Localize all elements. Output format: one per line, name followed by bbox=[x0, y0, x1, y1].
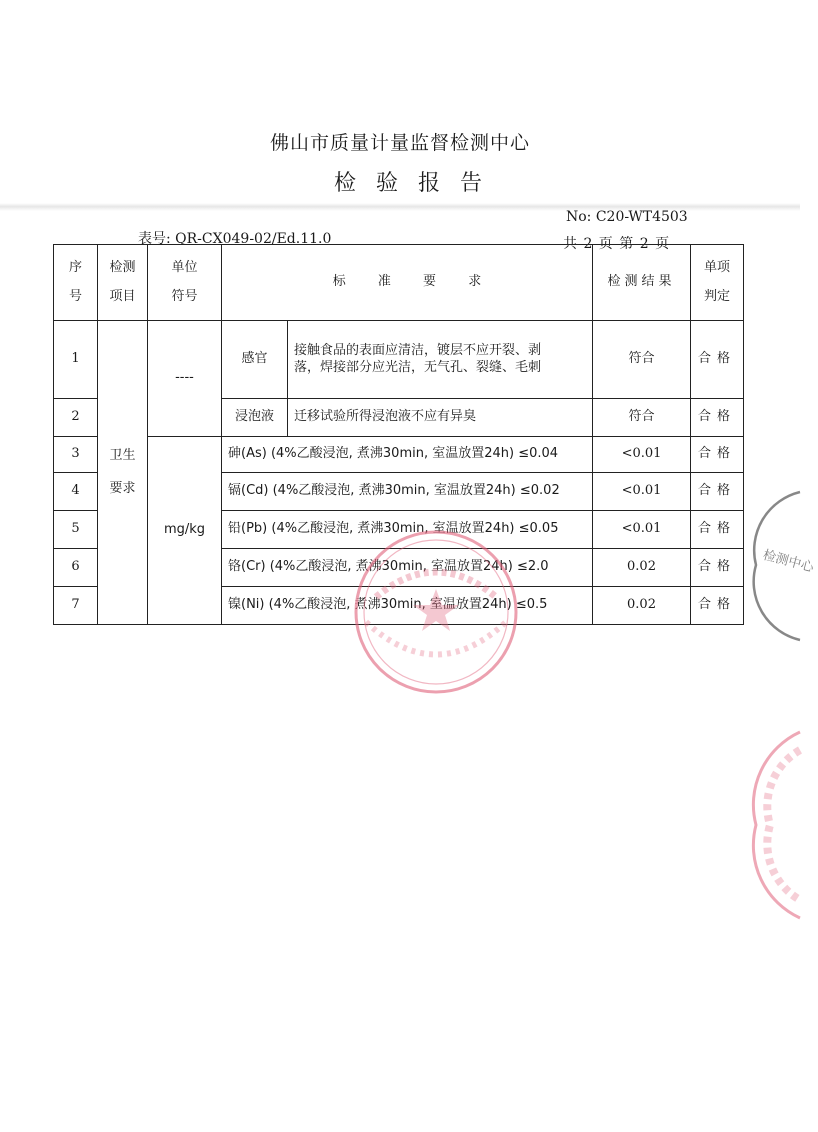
header-item: 检测 项目 bbox=[98, 245, 148, 321]
judgement-cell: 合格 bbox=[691, 587, 744, 625]
edge-seal-text: 检测中心 bbox=[761, 547, 816, 576]
edge-seal-top bbox=[748, 490, 816, 650]
table-row bbox=[54, 437, 744, 473]
report-number: No: C20-WT4503 bbox=[566, 209, 688, 225]
row-number: 7 bbox=[54, 587, 98, 625]
result-cell: <0.01 bbox=[593, 511, 691, 549]
result-cell: 符合 bbox=[593, 321, 691, 399]
judgement-cell: 合格 bbox=[691, 549, 744, 587]
header-result: 检测结果 bbox=[593, 245, 691, 321]
result-cell: 0.02 bbox=[593, 549, 691, 587]
row-number: 6 bbox=[54, 549, 98, 587]
judgement-cell: 合格 bbox=[691, 437, 744, 473]
requirement-cell: 铬(Cr) (4%乙酸浸泡, 煮沸30min, 室温放置24h) ≤2.0 bbox=[222, 549, 593, 587]
unit-mgkg: mg/kg bbox=[148, 437, 222, 625]
requirement-cell: 接触食品的表面应清洁，镀层不应开裂、剥 落，焊接部分应光洁，无气孔、裂缝、毛刺 bbox=[288, 321, 593, 399]
requirement-cell: 镍(Ni) (4%乙酸浸泡, 煮沸30min, 室温放置24h) ≤0.5 bbox=[222, 587, 593, 625]
row-number: 4 bbox=[54, 473, 98, 511]
judgement-cell: 合格 bbox=[691, 321, 744, 399]
header-unit: 单位 符号 bbox=[148, 245, 222, 321]
inspection-table bbox=[53, 244, 744, 625]
row-number: 5 bbox=[54, 511, 98, 549]
category-cell: 卫生 要求 bbox=[98, 321, 148, 625]
unit-dash: ---- bbox=[148, 321, 222, 437]
row-number: 1 bbox=[54, 321, 98, 399]
result-cell: <0.01 bbox=[593, 473, 691, 511]
subitem-cell: 感官 bbox=[222, 321, 288, 399]
organization-name: 佛山市质量计量监督检测中心 bbox=[269, 132, 530, 154]
result-cell: <0.01 bbox=[593, 437, 691, 473]
table-header-row bbox=[54, 245, 744, 321]
report-title: 检验报告 bbox=[333, 171, 502, 196]
row-number: 3 bbox=[54, 437, 98, 473]
table-row bbox=[54, 321, 744, 399]
judgement-cell: 合格 bbox=[691, 511, 744, 549]
form-number: 表号: QR-CX049-02/Ed.11.0 bbox=[138, 231, 332, 247]
requirement-cell: 砷(As) (4%乙酸浸泡, 煮沸30min, 室温放置24h) ≤0.04 bbox=[222, 437, 593, 473]
page-count: 共 2 页 第 2 页 bbox=[563, 236, 671, 252]
requirement-cell: 镉(Cd) (4%乙酸浸泡, 煮沸30min, 室温放置24h) ≤0.02 bbox=[222, 473, 593, 511]
row-number: 2 bbox=[54, 399, 98, 437]
result-cell: 0.02 bbox=[593, 587, 691, 625]
header-seq: 序 号 bbox=[54, 245, 98, 321]
subitem-cell: 浸泡液 bbox=[222, 399, 288, 437]
result-cell: 符合 bbox=[593, 399, 691, 437]
requirement-cell: 迁移试验所得浸泡液不应有异臭 bbox=[288, 399, 593, 437]
judgement-cell: 合格 bbox=[691, 473, 744, 511]
requirement-cell: 铅(Pb) (4%乙酸浸泡, 煮沸30min, 室温放置24h) ≤0.05 bbox=[222, 511, 593, 549]
header-standard: 标 准 要 求 bbox=[222, 245, 593, 321]
edge-seal-bottom bbox=[736, 730, 800, 920]
judgement-cell: 合格 bbox=[691, 399, 744, 437]
header-judgement: 单项 判定 bbox=[691, 245, 744, 321]
